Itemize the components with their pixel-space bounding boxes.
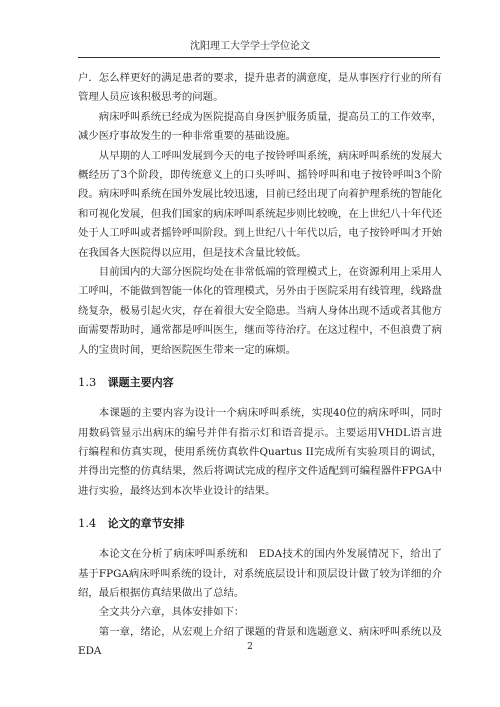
section-number: 1.4 [78,516,97,531]
page-body [78,69,453,662]
paragraph: 目前国内的大部分医院均处在非常低端的管理模式上，在资源利用上采用人工呼叫，不能做到智能一体化的管理模式，另外由于医院采用有线管理，线路盘绕复杂，极易引起火灾，存在着很大安全隐患。当病人身体出现不适或者其他方面需要帮助时，通常都是呼叫医生，继而等待治疗。在这过程中，不但浪费了病人的宝贵时间，更给医院医生带来一定的麻烦。 [78,266,442,356]
paragraph: 从早期的人工呼叫发展到今天的电子按铃呼叫系统，病床呼叫系统的发展大概经历了3个阶段，即传统意义上的口头呼叫、摇铃呼叫和电子按铃呼叫3个阶段。病床呼叫系统在国外发展比较迅速，目前已经出现了向着护理系统的智能化和可视化发展，但我们国家的病床呼叫系统起步则比较晚，在上世纪八十年代还处于人工呼叫或者摇铃呼叫阶段。到上世纪八十年代以后，电子按铃呼叫才开始在我国各大医院得以应用，但是技术含量比较低。 [78,149,442,259]
running-header: 沈阳理工大学学士学位论文 [190,41,310,52]
section-title: 课题主要内容 [107,376,174,390]
paragraph: 本论文在分析了病床呼叫系统和 EDA技术的国内外发展情况下，给出了基于FPGA病床呼叫系统的设计，对系统底层设计和顶层设计做了较为详细的介绍，最后根据仿真结果做出了总结。 [78,548,442,599]
section-title: 论文的章节安排 [107,517,185,531]
paragraph: 户．怎么样更好的满足患者的要求，提升患者的满意度，是从事医疗行业的所有管理人员应该积极思考的问题。 [78,72,442,104]
paragraph: 病床呼叫系统已经成为医院提高自身医护服务质量，提高员工的工作效率，减少医疗事故发生的一种非常重要的基础设施。 [78,110,442,143]
paragraph: 第一章，绪论，从宏观上介绍了课题的背景和选题意义、病床呼叫系统以及 EDA [78,625,453,658]
section-heading-1-3 [78,373,442,392]
section-heading-1-4 [78,514,442,533]
section-number: 1.3 [78,375,97,390]
header-rule [78,57,440,58]
paragraph: 本课题的主要内容为设计一个病床呼叫系统，实现40位的病床呼叫，同时用数码管显示出病床的编号并伴有指示灯和语音提示。主要运用VHDL语言进行编程和仿真实现，使用系统仿真软件Quartus II完成所有实验项目的调试，并得出完整的仿真结果，然后将调试完成的程序文件适配到可编程器件FPGA中进行实验，最终达到本次毕业设计的结果。 [78,407,442,497]
page-number: 2 [247,642,253,652]
paragraph: 全文共分六章，具体安排如下： [98,606,245,619]
